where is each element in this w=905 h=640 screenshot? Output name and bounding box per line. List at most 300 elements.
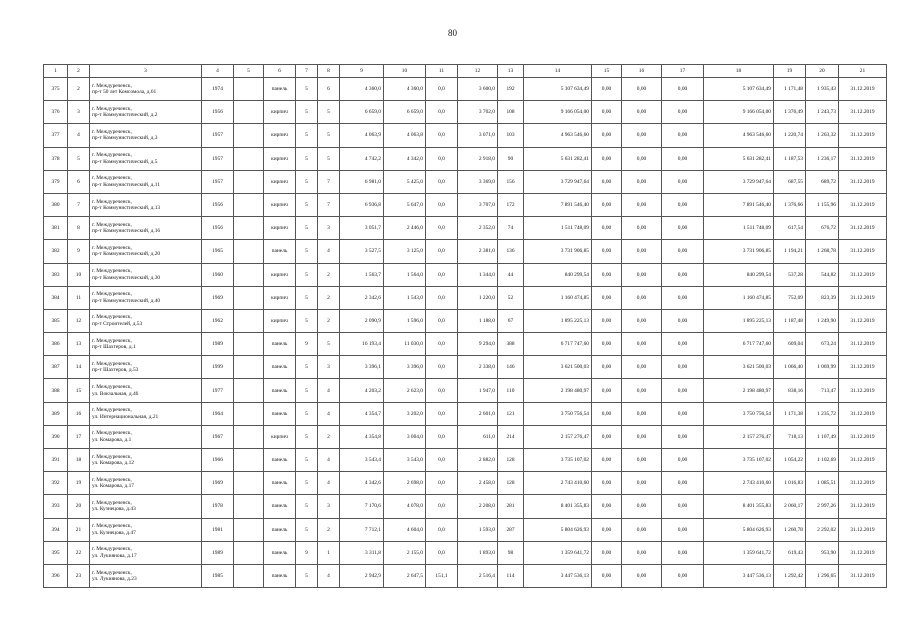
table-cell: 1 344,0	[458, 263, 498, 286]
table-cell: панель	[264, 472, 296, 495]
table-cell: 382	[44, 240, 68, 263]
table-cell: 4 063,9	[340, 124, 384, 147]
table-row	[44, 124, 887, 147]
table-cell: 1 069,99	[806, 356, 839, 379]
table-cell: 9	[68, 240, 90, 263]
table-cell: 31.12.2019	[839, 240, 887, 263]
table-cell: 1 171,48	[774, 78, 806, 101]
address-cell: г. Междуреченск, пр-т Коммунистический, д.20	[90, 240, 202, 263]
column-number-header: 9	[340, 65, 384, 78]
table-cell: 1	[318, 541, 340, 564]
table-cell: 5	[68, 147, 90, 170]
table-cell: 3 707,0	[458, 193, 498, 216]
column-number-header: 21	[839, 65, 887, 78]
table-cell: 0,00	[622, 263, 662, 286]
table-cell: 2 352,0	[458, 217, 498, 240]
table-cell: 394	[44, 518, 68, 541]
table-cell	[234, 286, 264, 309]
table-cell: 0,00	[662, 356, 704, 379]
table-cell: 687,55	[774, 170, 806, 193]
table-cell: 0,00	[592, 217, 622, 240]
table-cell: 0,0	[426, 518, 458, 541]
table-cell: 2	[318, 286, 340, 309]
table-cell: 1966	[202, 449, 234, 472]
table-cell: 5	[296, 425, 318, 448]
table-cell: 0,00	[622, 101, 662, 124]
table-cell: 0,0	[426, 402, 458, 425]
table-cell: 0,00	[622, 379, 662, 402]
table-cell: 3 543,0	[384, 449, 426, 472]
table-cell: 4 963 546,60	[704, 124, 774, 147]
table-cell: 4 203,2	[340, 379, 384, 402]
table-cell: 381	[44, 217, 68, 240]
table-header	[44, 65, 887, 78]
table-cell: 5	[318, 101, 340, 124]
table-cell: 0,00	[662, 170, 704, 193]
table-cell	[234, 147, 264, 170]
table-cell: 0,00	[622, 356, 662, 379]
column-number-header: 15	[592, 65, 622, 78]
table-cell: 11 030,0	[384, 333, 426, 356]
table-cell: 5	[296, 193, 318, 216]
table-cell: 0,0	[426, 541, 458, 564]
table-cell: 5	[296, 217, 318, 240]
table-cell: 31.12.2019	[839, 193, 887, 216]
table-cell: 392	[44, 472, 68, 495]
table-row	[44, 495, 887, 518]
table-cell: 7	[318, 193, 340, 216]
table-cell	[234, 333, 264, 356]
table-cell: 3 729 947,64	[704, 170, 774, 193]
table-cell: 5	[296, 402, 318, 425]
table-cell: 0,00	[622, 402, 662, 425]
table-cell: 4	[318, 564, 340, 587]
table-cell: 0,00	[662, 402, 704, 425]
table-cell: 1969	[202, 286, 234, 309]
table-cell: 544,82	[806, 263, 839, 286]
table-cell: 0,00	[622, 193, 662, 216]
address-cell: г. Междуреченск, пр-т 50 лет Комсомола, д.61	[90, 78, 202, 101]
table-cell: 0,00	[592, 425, 622, 448]
table-cell: 0,00	[622, 124, 662, 147]
table-cell: 3 750 756,54	[704, 402, 774, 425]
address-cell: г. Междуреченск, пр-т Коммунистический, д.3	[90, 124, 202, 147]
table-cell: панель	[264, 356, 296, 379]
table-cell: кирпич	[264, 425, 296, 448]
table-cell: 1 188,0	[458, 309, 498, 332]
table-cell: 5	[296, 263, 318, 286]
table-cell: 21	[68, 518, 90, 541]
header-row	[44, 65, 887, 78]
table-cell: 0,0	[426, 309, 458, 332]
column-number-header: 1	[44, 65, 68, 78]
table-cell: 52	[498, 286, 524, 309]
table-cell: 0,00	[662, 309, 704, 332]
column-number-header: 2	[68, 65, 90, 78]
table-row	[44, 286, 887, 309]
table-cell: панель	[264, 541, 296, 564]
table-cell: 2 601,0	[458, 402, 498, 425]
table-cell: 0,00	[622, 78, 662, 101]
table-cell: 0,00	[622, 541, 662, 564]
table-cell: 2 090,9	[340, 309, 384, 332]
table-cell: 379	[44, 170, 68, 193]
table-cell: 1989	[202, 333, 234, 356]
table-cell: 2 997,26	[806, 495, 839, 518]
table-cell: 0,00	[592, 333, 622, 356]
table-cell: панель	[264, 379, 296, 402]
table-cell: 1 066,40	[774, 356, 806, 379]
table-cell	[234, 309, 264, 332]
address-cell: г. Междуреченск, ул. Лукиянова, д.17	[90, 541, 202, 564]
table-cell: 98	[498, 541, 524, 564]
table-row	[44, 101, 887, 124]
table-cell: 1 511 748,09	[524, 217, 592, 240]
table-cell: 5 804 626,93	[704, 518, 774, 541]
table-cell: 0,00	[662, 101, 704, 124]
table-cell: 689,72	[806, 170, 839, 193]
table-row	[44, 78, 887, 101]
table-cell: 1960	[202, 263, 234, 286]
table-cell: 0,00	[622, 240, 662, 263]
table-cell: 121	[498, 402, 524, 425]
table-cell: 380	[44, 193, 68, 216]
table-cell: 3	[68, 101, 90, 124]
table-cell	[234, 217, 264, 240]
table-cell: 3	[318, 495, 340, 518]
table-cell: 3 527,5	[340, 240, 384, 263]
table-cell: 3 369,0	[458, 170, 498, 193]
table-cell	[234, 193, 264, 216]
table-row	[44, 379, 887, 402]
table-cell: 31.12.2019	[839, 78, 887, 101]
table-cell: 5	[296, 449, 318, 472]
table-cell: 0,0	[426, 495, 458, 518]
table-cell: 1 893,0	[458, 541, 498, 564]
table-cell: 6 659,0	[340, 101, 384, 124]
column-number-header: 17	[662, 65, 704, 78]
table-cell: 385	[44, 309, 68, 332]
address-cell: г. Междуреченск, пр-т Коммунистический, д.13	[90, 193, 202, 216]
table-cell: 3 731 906,85	[524, 240, 592, 263]
table-cell: 90	[498, 147, 524, 170]
table-cell: 12	[68, 309, 90, 332]
table-cell: 3 447 536,13	[704, 564, 774, 587]
address-cell: г. Междуреченск, ул. Интернациональная, д.21	[90, 402, 202, 425]
table-cell: кирпич	[264, 193, 296, 216]
table-cell: 6 717 747,60	[704, 333, 774, 356]
column-number-header: 3	[90, 65, 202, 78]
table-row	[44, 263, 887, 286]
table-cell: 31.12.2019	[839, 495, 887, 518]
table-cell: 1 220,0	[458, 286, 498, 309]
table-cell: 3 750 756,54	[524, 402, 592, 425]
table-cell: 3 735 107,02	[704, 449, 774, 472]
table-cell: 1978	[202, 495, 234, 518]
table-cell	[234, 564, 264, 587]
table-cell: 151,1	[426, 564, 458, 587]
table-cell: 0,00	[592, 286, 622, 309]
table-cell: 3 447 536,13	[524, 564, 592, 587]
table-cell: 3 600,0	[458, 78, 498, 101]
table-cell: 0,00	[592, 449, 622, 472]
table-cell: 0,00	[662, 518, 704, 541]
table-cell: 0,00	[622, 518, 662, 541]
table-cell: 4 354,8	[340, 425, 384, 448]
table-cell: 7 891 546,40	[524, 193, 592, 216]
table-cell: 110	[498, 379, 524, 402]
table-cell: 1964	[202, 402, 234, 425]
table-cell: 6	[68, 170, 90, 193]
table-cell: 2 208,0	[458, 495, 498, 518]
table-cell: 7 891 546,40	[704, 193, 774, 216]
table-cell	[234, 170, 264, 193]
table-cell: 1989	[202, 541, 234, 564]
column-number-header: 19	[774, 65, 806, 78]
table-cell: 4 963 546,60	[524, 124, 592, 147]
table-cell: 0,0	[426, 101, 458, 124]
table-row	[44, 333, 887, 356]
table-cell: 214	[498, 425, 524, 448]
table-cell: 378	[44, 147, 68, 170]
address-cell: г. Междуреченск, ул. Кузнецова, д.47	[90, 518, 202, 541]
table-cell: 2	[318, 263, 340, 286]
table-cell: 386	[44, 333, 68, 356]
table-cell: 2 338,0	[458, 356, 498, 379]
table-row	[44, 425, 887, 448]
table-cell: 1 895 225,13	[524, 309, 592, 332]
table-cell: 1 511 748,09	[704, 217, 774, 240]
table-cell: кирпич	[264, 124, 296, 147]
table-cell: 2	[318, 425, 340, 448]
table-cell: 1956	[202, 101, 234, 124]
table-cell: 388	[44, 379, 68, 402]
table-cell: панель	[264, 402, 296, 425]
table-cell: 0,00	[662, 217, 704, 240]
table-cell: 74	[498, 217, 524, 240]
table-cell: 0,00	[592, 495, 622, 518]
table-cell: 4	[318, 240, 340, 263]
table-cell: 16 193,4	[340, 333, 384, 356]
table-cell: 0,00	[592, 379, 622, 402]
table-cell: 5	[318, 147, 340, 170]
table-cell: 9 294,0	[458, 333, 498, 356]
table-cell: 19	[68, 472, 90, 495]
table-cell: 0,00	[592, 78, 622, 101]
table-cell: 0,0	[426, 193, 458, 216]
table-cell: 2 157 276,47	[524, 425, 592, 448]
table-cell: 2 342,6	[340, 286, 384, 309]
column-number-header: 13	[498, 65, 524, 78]
table-row	[44, 449, 887, 472]
table-cell	[234, 402, 264, 425]
column-number-header: 10	[384, 65, 426, 78]
address-cell: г. Междуреченск, пр-т Коммунистический, д.11	[90, 170, 202, 193]
address-cell: г. Междуреченск, ул. Кузнецова, д.43	[90, 495, 202, 518]
table-cell: 3 729 947,64	[524, 170, 592, 193]
table-cell: 3 071,0	[458, 124, 498, 147]
table-cell: 31.12.2019	[839, 333, 887, 356]
table-cell: 67	[498, 309, 524, 332]
table-cell: 20	[68, 495, 90, 518]
table-cell: кирпич	[264, 147, 296, 170]
table-cell: 0,00	[662, 147, 704, 170]
table-cell: 5	[296, 518, 318, 541]
table-cell: 0,00	[622, 495, 662, 518]
table-cell: 9 166 054,00	[704, 101, 774, 124]
table-cell: 609,04	[774, 333, 806, 356]
table-cell: 5 631 282,41	[704, 147, 774, 170]
table-row	[44, 564, 887, 587]
table-cell: 1999	[202, 356, 234, 379]
table-cell: 5	[296, 101, 318, 124]
address-cell: г. Междуреченск, ул. Лукиянова, д.23	[90, 564, 202, 587]
table-cell: 3	[318, 356, 340, 379]
table-cell: 23	[68, 564, 90, 587]
table-cell: 611,0	[458, 425, 498, 448]
table-cell: 0,00	[622, 472, 662, 495]
table-cell: 146	[498, 356, 524, 379]
table-cell: 0,0	[426, 263, 458, 286]
table-cell: 1 235,72	[806, 402, 839, 425]
table-cell: 0,00	[662, 425, 704, 448]
table-cell: 128	[498, 472, 524, 495]
table-cell: 676,72	[806, 217, 839, 240]
table-cell: 0,0	[426, 472, 458, 495]
table-cell: 0,00	[592, 101, 622, 124]
table-cell: 4 742,2	[340, 147, 384, 170]
table-cell: 3 621 500,03	[524, 356, 592, 379]
table-cell: 388	[498, 333, 524, 356]
table-cell: 4 604,0	[384, 518, 426, 541]
table-cell: 1 171,38	[774, 402, 806, 425]
table-cell: 0,00	[662, 541, 704, 564]
table-cell: 0,00	[622, 564, 662, 587]
table-cell: 713,47	[806, 379, 839, 402]
table-row	[44, 147, 887, 170]
table-cell: 11	[68, 286, 90, 309]
table-cell: 5 425,0	[384, 170, 426, 193]
table-row	[44, 193, 887, 216]
table-cell: 0,0	[426, 217, 458, 240]
table-cell: 0,0	[426, 286, 458, 309]
table-cell: 0,00	[622, 449, 662, 472]
table-cell: 2 918,0	[458, 147, 498, 170]
table-cell: 1 260,78	[774, 518, 806, 541]
table-cell: 1956	[202, 193, 234, 216]
table-cell: 31.12.2019	[839, 170, 887, 193]
table-cell	[234, 425, 264, 448]
table-cell: 14	[68, 356, 90, 379]
table-cell: 5 107 634,49	[524, 78, 592, 101]
table-cell: 2 157 276,47	[704, 425, 774, 448]
table-cell: 8 401 355,83	[704, 495, 774, 518]
table-cell: 0,00	[592, 472, 622, 495]
table-cell: 1 249,90	[806, 309, 839, 332]
table-cell: кирпич	[264, 101, 296, 124]
table-cell: 6 936,8	[340, 193, 384, 216]
table-cell: 0,00	[592, 402, 622, 425]
table-cell: 0,00	[592, 518, 622, 541]
table-cell: 31.12.2019	[839, 101, 887, 124]
table-cell: кирпич	[264, 170, 296, 193]
table-cell: 537,28	[774, 263, 806, 286]
address-cell: г. Междуреченск, пр-т Коммунистический, д.40	[90, 286, 202, 309]
table-cell: 0,00	[662, 78, 704, 101]
table-cell	[234, 78, 264, 101]
table-cell: 0,00	[662, 193, 704, 216]
table-cell: 838,16	[774, 379, 806, 402]
table-cell: 393	[44, 495, 68, 518]
table-cell: 3 735 107,02	[524, 449, 592, 472]
table-cell: 5	[296, 495, 318, 518]
table-cell: 840 299,54	[524, 263, 592, 286]
table-cell: 10	[68, 263, 90, 286]
table-cell: 383	[44, 263, 68, 286]
table-cell: 1 243,73	[806, 101, 839, 124]
table-cell: 2 198 480,97	[704, 379, 774, 402]
table-cell: 7 712,1	[340, 518, 384, 541]
table-cell: 281	[498, 495, 524, 518]
table-cell: 31.12.2019	[839, 402, 887, 425]
address-cell: г. Междуреченск, ул. Вокзальная, д.46	[90, 379, 202, 402]
table-cell: 0,0	[426, 78, 458, 101]
table-cell: 1 236,17	[806, 147, 839, 170]
table-row	[44, 541, 887, 564]
table-cell: 1 296,65	[806, 564, 839, 587]
table-cell: 752,09	[774, 286, 806, 309]
table-cell: 3 731 906,85	[704, 240, 774, 263]
table-cell: 1985	[202, 564, 234, 587]
table-cell: 1 563,7	[340, 263, 384, 286]
table-cell: 16	[68, 402, 90, 425]
table-cell: 0,00	[662, 472, 704, 495]
column-number-header: 20	[806, 65, 839, 78]
table-cell: 4	[318, 472, 340, 495]
table-cell: 5	[296, 240, 318, 263]
table-cell: 287	[498, 518, 524, 541]
table-row	[44, 518, 887, 541]
table-cell: 2 743 410,60	[704, 472, 774, 495]
table-cell: 1 102,69	[806, 449, 839, 472]
table-cell: 0,00	[622, 425, 662, 448]
table-cell: 2 155,0	[384, 541, 426, 564]
table-cell: 5	[318, 124, 340, 147]
table-cell: панель	[264, 518, 296, 541]
table-cell: 390	[44, 425, 68, 448]
table-cell: 31.12.2019	[839, 147, 887, 170]
table-cell: 31.12.2019	[839, 425, 887, 448]
table-cell: 0,00	[622, 333, 662, 356]
table-cell: 2 458,0	[458, 472, 498, 495]
table-cell: 1 359 641,72	[704, 541, 774, 564]
table-cell: 5 107 634,49	[704, 78, 774, 101]
table-cell: 0,00	[662, 286, 704, 309]
column-number-header: 8	[318, 65, 340, 78]
table-cell: 0,00	[592, 147, 622, 170]
table-cell: 8 401 355,83	[524, 495, 592, 518]
table-cell: 31.12.2019	[839, 124, 887, 147]
table-cell: 395	[44, 541, 68, 564]
table-cell	[234, 472, 264, 495]
table-cell: панель	[264, 78, 296, 101]
table-cell: 384	[44, 286, 68, 309]
table-cell: 2 647,5	[384, 564, 426, 587]
table-cell: 5	[296, 286, 318, 309]
table-cell: 1969	[202, 472, 234, 495]
table-cell: 31.12.2019	[839, 263, 887, 286]
table-cell	[234, 495, 264, 518]
